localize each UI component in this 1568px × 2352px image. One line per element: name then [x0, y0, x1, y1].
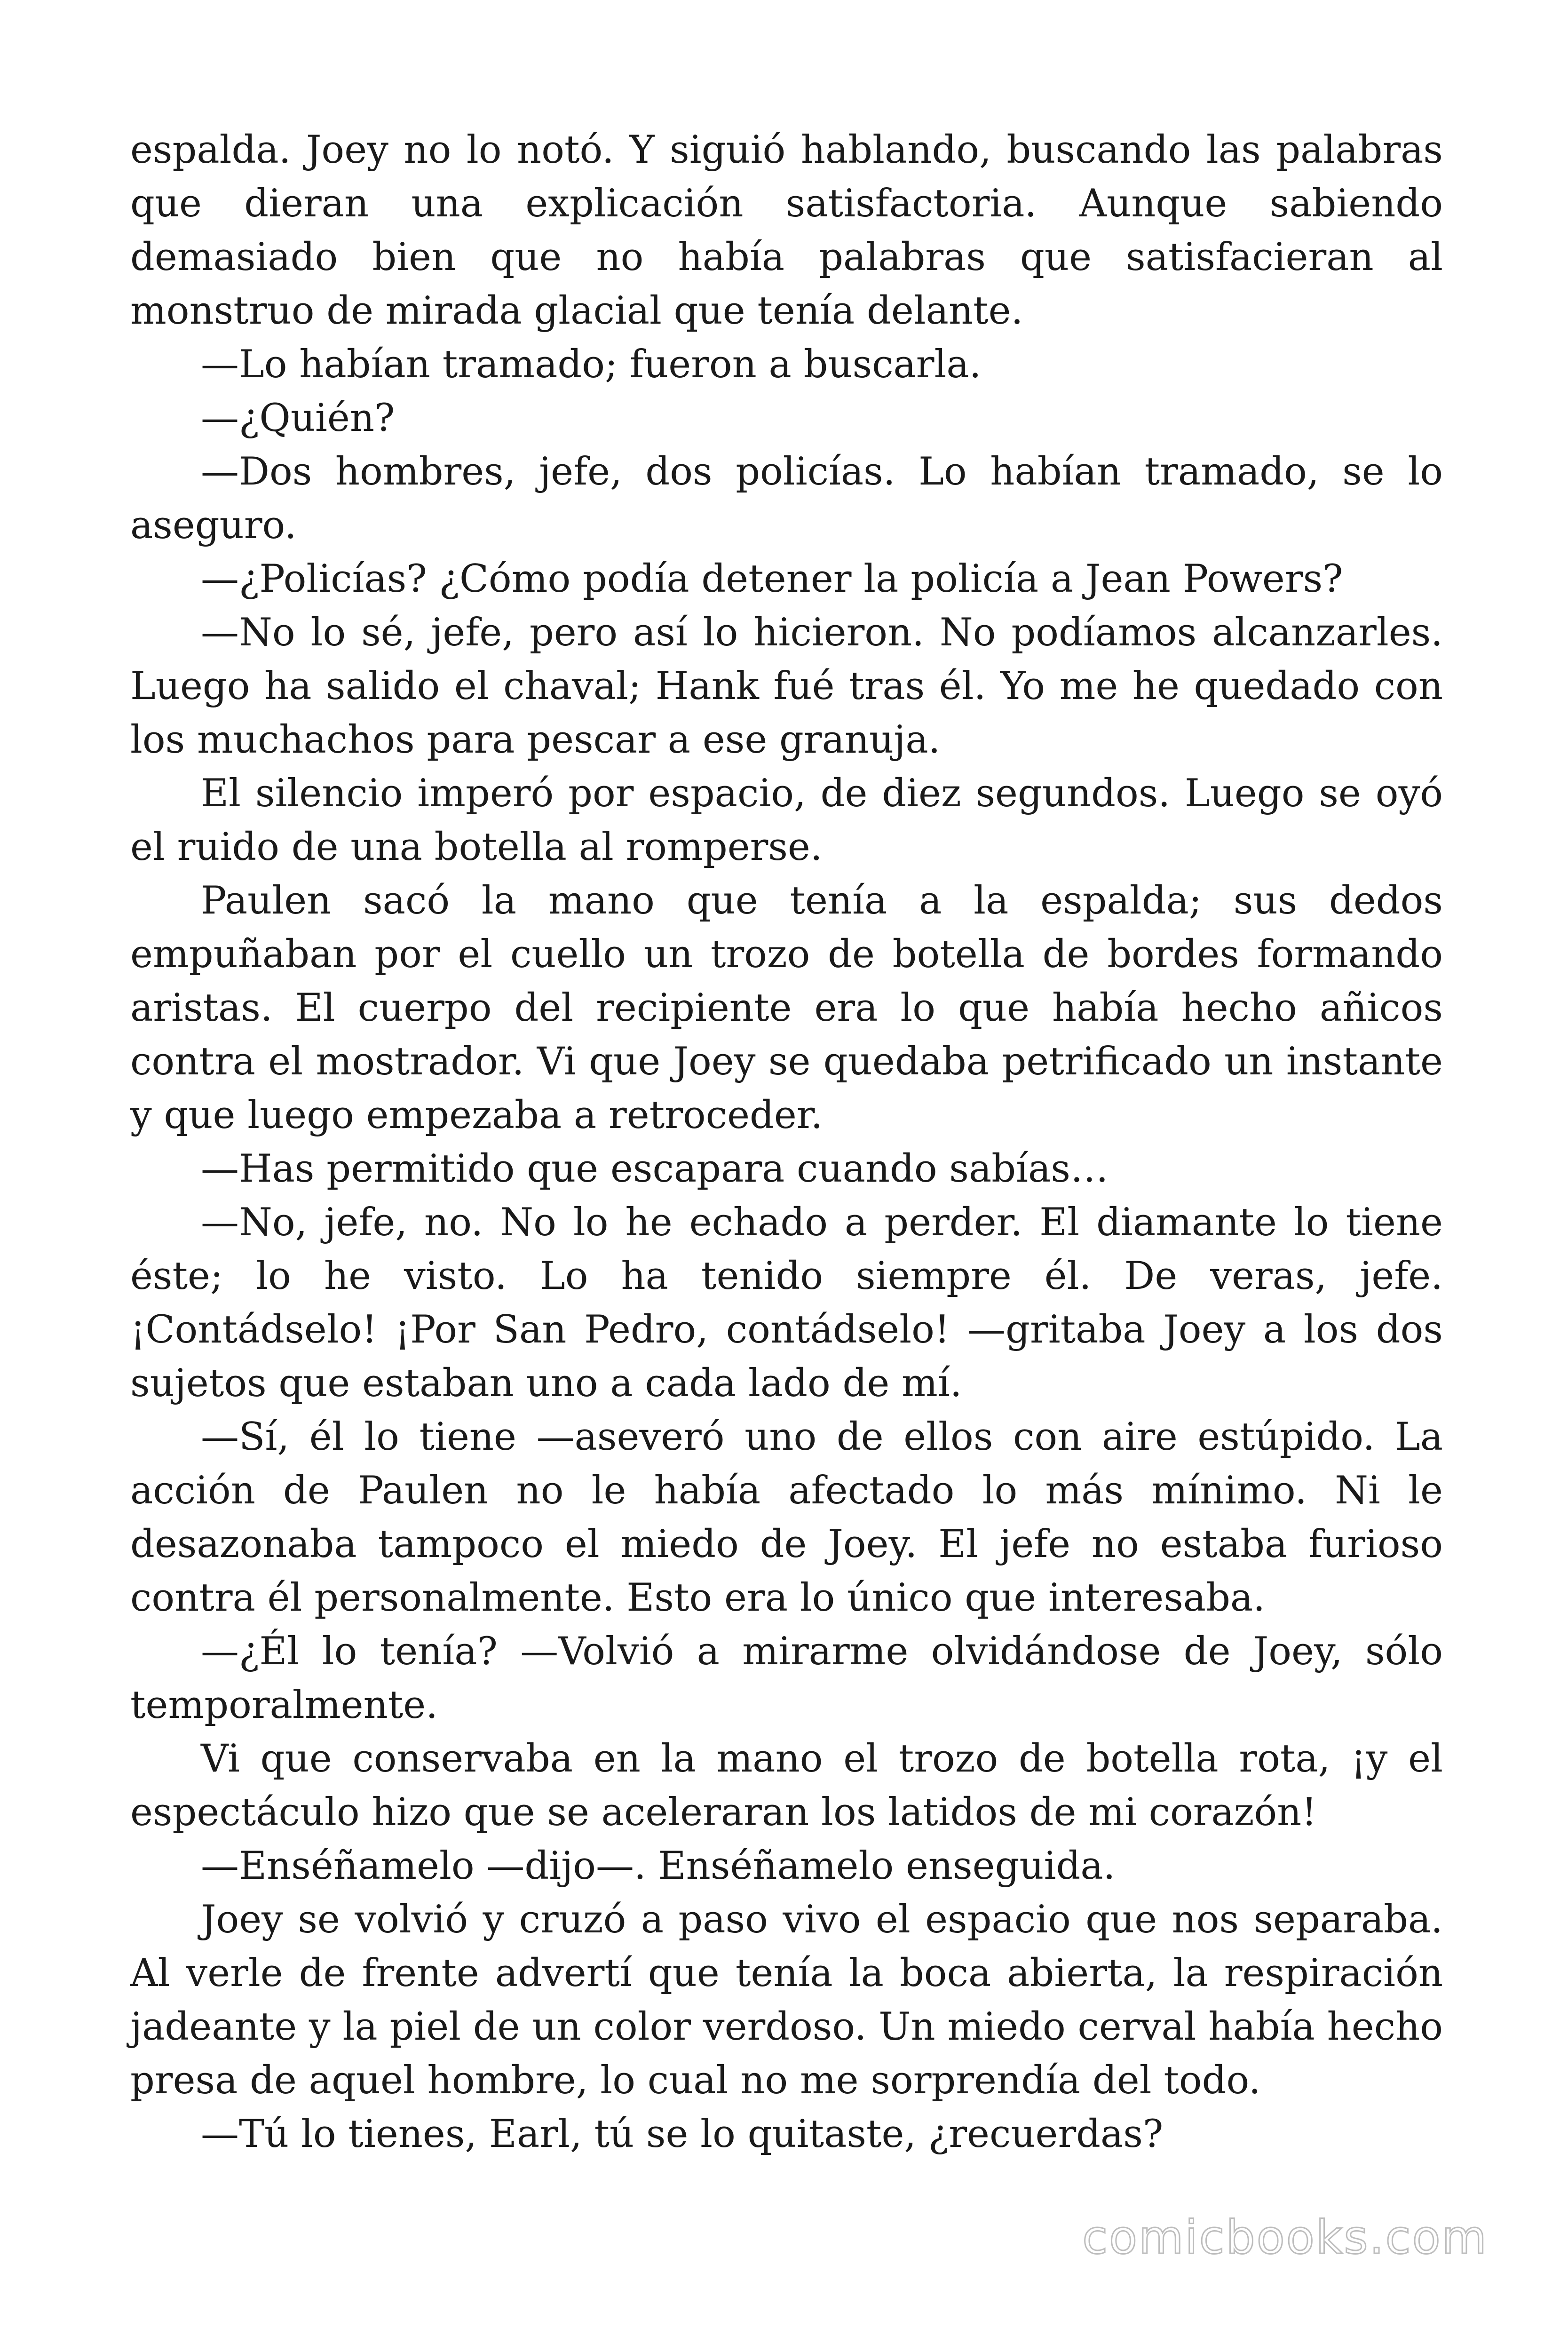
paragraph: —Enséñamelo —dijo—. Enséñamelo enseguida. [201, 1844, 1116, 1888]
paragraph: Paulen sacó la mano que tenía a la espalda; sus dedos empuñaban por el cuello un trozo de botella de bordes formando aristas. El cuerpo del recipiente era lo que había hecho añicos contra el mostrador. Vi que Joey se quedaba petrificado un instante y que luego empezaba a retroceder. [130, 879, 1443, 1137]
paragraph: —No lo sé, jefe, pero así lo hicieron. No podíamos alcanzarles. Luego ha salido el chaval; Hank fué tras él. Yo me he quedado con los muchachos para pescar a ese granuja. [130, 611, 1443, 762]
paragraph: espalda. Joey no lo notó. Y siguió hablando, buscando las palabras que dieran una explicación satisfactoria. Aunque sabiendo demasiado bien que no había palabras que satisfacieran al monstruo de mirada glacial que tenía delante. [130, 128, 1443, 333]
paragraph: Joey se volvió y cruzó a paso vivo el espacio que nos separaba. Al verle de frente advertí que tenía la boca abierta, la respiración jadeante y la piel de un color verdoso. Un miedo cerval había hecho presa de aquel hombre, lo cual no me sorprendía del todo. [130, 1898, 1443, 2103]
paragraph: —¿Quién? [201, 396, 395, 440]
paragraph: Vi que conservaba en la mano el trozo de botella rota, ¡y el espectáculo hizo que se aceleraran los latidos de mi corazón! [130, 1737, 1443, 1835]
paragraph: —¿Policías? ¿Cómo podía detener la policía a Jean Powers? [201, 557, 1343, 601]
watermark: comicbooks.com [1082, 2211, 1488, 2265]
page-body [130, 123, 1443, 2161]
paragraph: —Has permitido que escapara cuando sabías… [201, 1147, 1109, 1191]
paragraph: —Sí, él lo tiene —aseveró uno de ellos con aire estúpido. La acción de Paulen no le había afectado lo más mínimo. Ni le desazonaba tampoco el miedo de Joey. El jefe no estaba furioso contra él personalmente. Esto era lo único que interesaba. [130, 1415, 1443, 1620]
paragraph: —Dos hombres, jefe, dos policías. Lo habían tramado, se lo aseguro. [130, 450, 1443, 548]
paragraph: —No, jefe, no. No lo he echado a perder. El diamante lo tiene éste; lo he visto. Lo ha tenido siempre él. De veras, jefe. ¡Contádselo! ¡Por San Pedro, contádselo! —gritaba Joey a los dos sujetos que estaban uno a cada lado de mí. [130, 1200, 1443, 1406]
paragraph: —¿Él lo tenía? —Volvió a mirarme olvidándose de Joey, sólo temporalmente. [130, 1629, 1443, 1727]
paragraph: —Lo habían tramado; fueron a buscarla. [201, 342, 982, 387]
paragraph: —Tú lo tienes, Earl, tú se lo quitaste, ¿recuerdas? [201, 2112, 1164, 2156]
paragraph: El silencio imperó por espacio, de diez segundos. Luego se oyó el ruido de una botella al romperse. [130, 771, 1443, 869]
